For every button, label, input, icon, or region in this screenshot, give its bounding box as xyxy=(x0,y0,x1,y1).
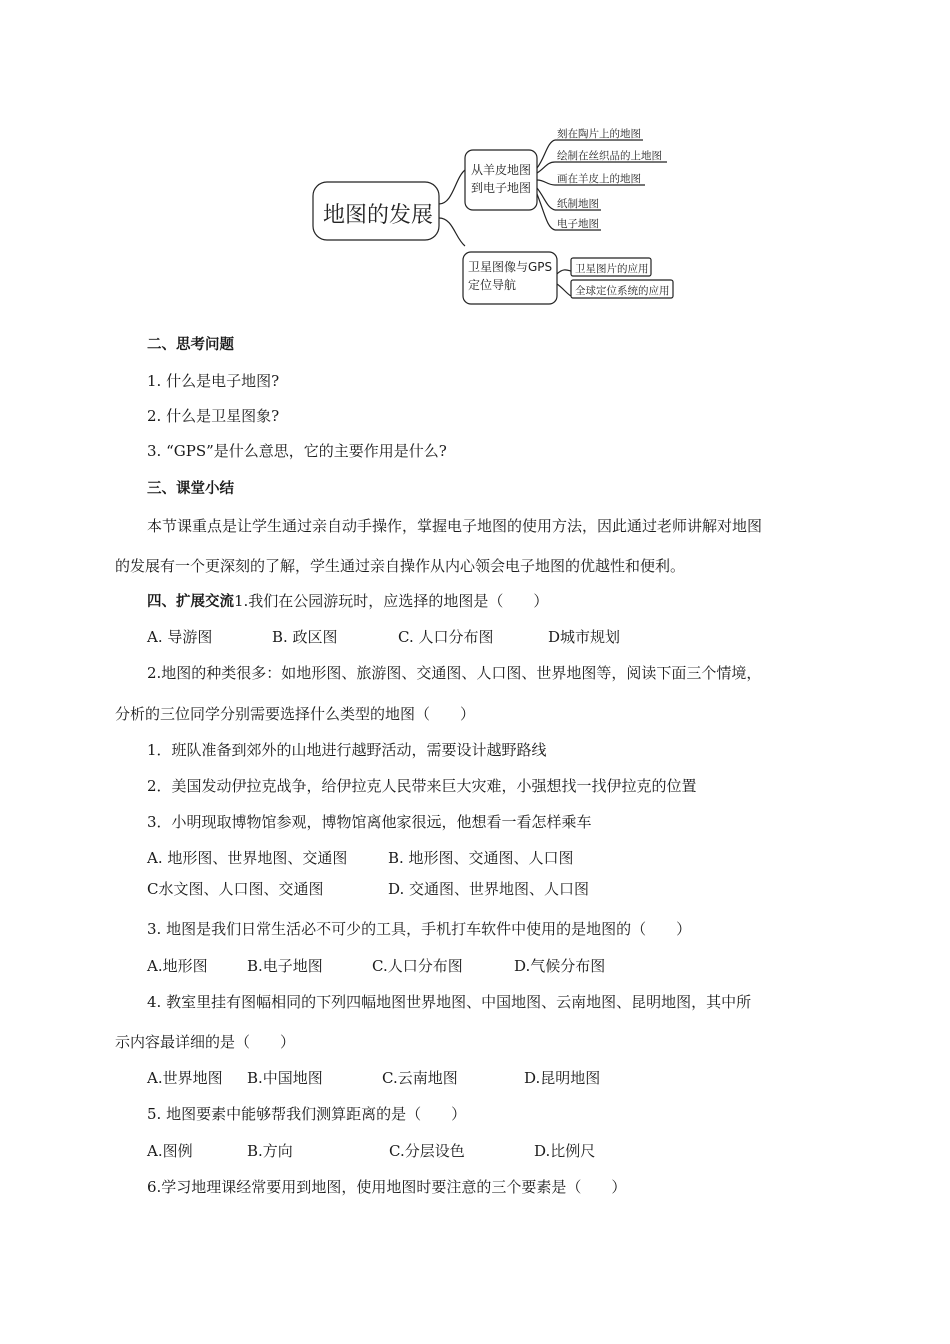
mindmap-branch2-line2: 定位导航 xyxy=(468,278,517,292)
section-line xyxy=(147,591,548,612)
question-text: 1.我们在公园游玩时，应选择的地图是（ ） xyxy=(234,592,549,610)
option: D.昆明地图 xyxy=(524,1069,601,1087)
option: A.图例 xyxy=(147,1142,193,1160)
section-heading: 四、扩展交流 xyxy=(147,594,234,610)
section-heading: 三、课堂小结 xyxy=(147,481,234,497)
option: C水文图、人口图、交通图 xyxy=(147,880,324,898)
question-line: 分析的三位同学分别需要选择什么类型的地图（ ） xyxy=(115,705,476,723)
option: A.世界地图 xyxy=(147,1069,223,1087)
scenario-line: 2．美国发动伊拉克战争，给伊拉克人民带来巨大灾难，小强想找一找伊拉克的位置 xyxy=(147,777,697,795)
mindmap-branch1-line2: 到电子地图 xyxy=(471,181,532,195)
mindmap-branch1-box xyxy=(465,150,537,210)
option: B.方向 xyxy=(247,1142,293,1160)
question-line: 1. 什么是电子地图? xyxy=(147,372,280,390)
question-line: 4. 教室里挂有图幅相同的下列四幅地图世界地图、中国地图、云南地图、昆明地图，其中所 xyxy=(147,993,752,1011)
mindmap-leaf: 刻在陶片上的地图 xyxy=(557,128,641,140)
mindmap-leaf: 卫星图片的应用 xyxy=(575,263,649,275)
question-line: 6.学习地理课经常要用到地图，使用地图时要注意的三个要素是（ ） xyxy=(147,1178,627,1196)
option: D. 交通图、世界地图、人口图 xyxy=(388,880,590,898)
option: B.电子地图 xyxy=(247,957,323,975)
option: C.分层设色 xyxy=(389,1142,465,1160)
option: B. 政区图 xyxy=(272,628,338,646)
question-line: 示内容最详细的是（ ） xyxy=(115,1033,296,1051)
option: D.气候分布图 xyxy=(514,957,606,975)
option: A. 地形图、世界地图、交通图 xyxy=(147,849,348,867)
paragraph-line: 的发展有一个更深刻的了解，学生通过亲自操作从内心领会电子地图的优越性和便利。 xyxy=(115,557,686,575)
scenario-line: 3．小明现取博物馆参观，博物馆离他家很远，他想看一看怎样乘车 xyxy=(147,813,592,831)
option: A.地形图 xyxy=(147,957,208,975)
question-line: 2. 什么是卫星图象? xyxy=(147,407,280,425)
option: B.中国地图 xyxy=(247,1069,323,1087)
mindmap-leaf: 电子地图 xyxy=(557,218,599,230)
mindmap-leaf: 画在羊皮上的地图 xyxy=(557,173,641,185)
mindmap-leaf: 全球定位系统的应用 xyxy=(575,285,670,297)
mindmap-branch1-line1: 从羊皮地图 xyxy=(471,163,532,177)
section-heading: 二、思考问题 xyxy=(147,337,234,353)
option: C.人口分布图 xyxy=(372,957,463,975)
mindmap-root-label: 地图的发展 xyxy=(323,203,434,228)
paragraph-line: 本节课重点是让学生通过亲自动手操作，掌握电子地图的使用方法，因此通过老师讲解对地图 xyxy=(147,517,763,535)
option: C. 人口分布图 xyxy=(398,628,494,646)
mindmap-diagram xyxy=(305,118,685,314)
mindmap-leaf: 绘制在丝织品的上地图 xyxy=(557,150,662,162)
option: D城市规划 xyxy=(548,628,621,646)
question-line: 3. 地图是我们日常生活必不可少的工具，手机打车软件中使用的是地图的（ ） xyxy=(147,920,692,938)
option: A. 导游图 xyxy=(147,628,213,646)
question-line: 3. “GPS”是什么意思，它的主要作用是什么? xyxy=(147,442,447,460)
option: C.云南地图 xyxy=(382,1069,458,1087)
question-line: 5. 地图要素中能够帮我们测算距离的是（ ） xyxy=(147,1105,467,1123)
mindmap-branch2-line1: 卫星图像与GPS xyxy=(468,260,553,274)
option: D.比例尺 xyxy=(534,1142,596,1160)
option: B. 地形图、交通图、人口图 xyxy=(388,849,574,867)
scenario-line: 1．班队准备到郊外的山地进行越野活动，需要设计越野路线 xyxy=(147,741,547,759)
mindmap-leaf: 纸制地图 xyxy=(557,198,599,210)
question-line: 2.地图的种类很多：如地形图、旅游图、交通图、人口图、世界地图等，阅读下面三个情境， xyxy=(147,664,762,682)
